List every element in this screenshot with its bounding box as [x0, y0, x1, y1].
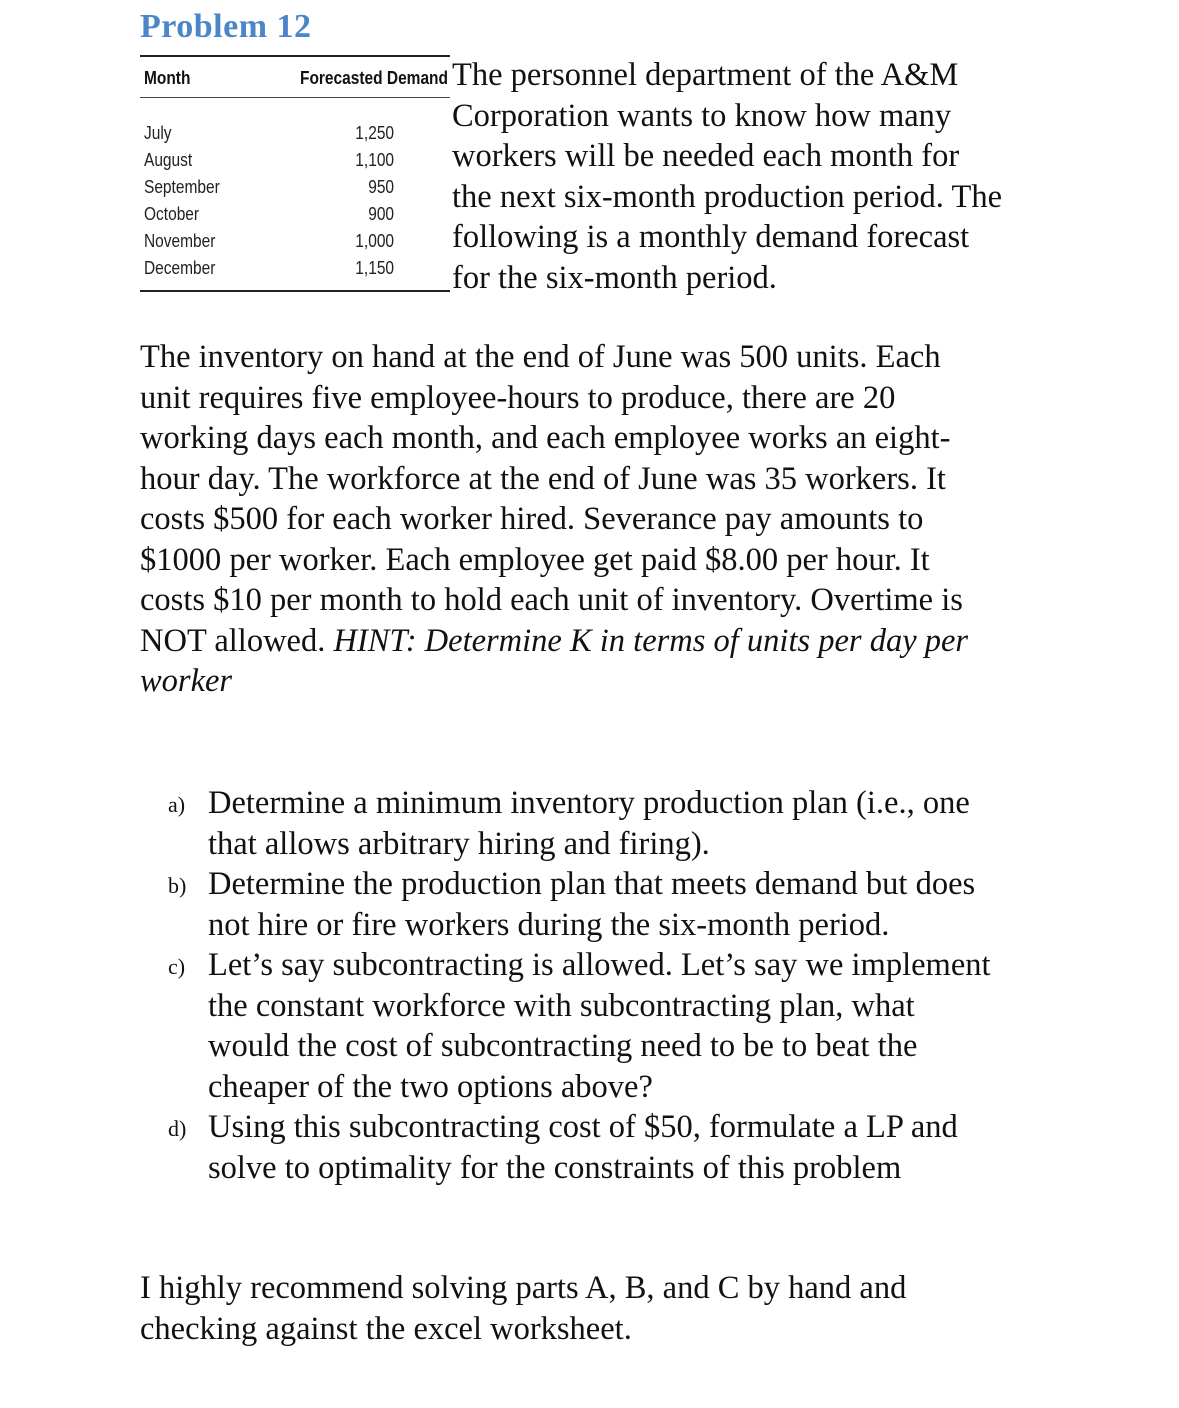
body-line: costs $500 for each worker hired. Severance pay amounts to [140, 501, 924, 537]
month-cell: July [144, 123, 172, 143]
question-label: d) [168, 1116, 187, 1141]
question-item [168, 864, 1048, 945]
table-row [140, 258, 450, 285]
body-line: The inventory on hand at the end of June was 500 units. Each [140, 339, 941, 375]
question-list [168, 783, 1048, 1188]
question-item [168, 1107, 1048, 1188]
table-top-rule [140, 55, 450, 57]
question-line: Determine a minimum inventory production plan (i.e., one [208, 785, 970, 821]
demand-cell: 1,100 [355, 150, 394, 170]
demand-cell: 1,150 [355, 258, 394, 278]
question-item [168, 945, 1048, 1107]
body-line: costs $10 per month to hold each unit of inventory. Overtime is [140, 582, 963, 618]
body-line: working days each month, and each employee works an eight- [140, 420, 951, 456]
body-line: unit requires five employee-hours to produce, there are 20 [140, 379, 896, 416]
question-label: c) [168, 954, 186, 979]
intro-line: workers will be needed each month for [452, 138, 960, 174]
hint-text: HINT: Determine K in terms of units per day per [333, 622, 969, 659]
question-line: not hire or fire workers during the six-month period. [208, 906, 890, 943]
body-line: hour day. The workforce at the end of June was 35 workers. It [140, 460, 946, 497]
demand-cell: 950 [368, 177, 394, 197]
demand-cell: 1,250 [355, 123, 394, 143]
question-line: Determine the production plan that meets demand but does [208, 866, 976, 902]
table-row [140, 177, 450, 204]
question-line: cheaper of the two options above? [208, 1068, 653, 1105]
hint-text: worker [140, 663, 233, 699]
month-cell: December [144, 258, 216, 278]
table-bottom-rule [140, 290, 450, 292]
intro-line: the next six-month production period. The [452, 178, 1002, 215]
body-line: $1000 per worker. Each employee get paid $8.00 per hour. It [140, 541, 930, 578]
intro-line: Corporation wants to know how many [452, 97, 952, 134]
month-cell: November [144, 231, 216, 251]
table-row [140, 123, 450, 150]
table-row [140, 204, 450, 231]
question-label: b) [168, 873, 187, 898]
closing-line: I highly recommend solving parts A, B, and C by hand and [140, 1270, 907, 1306]
table-row [140, 231, 450, 258]
table-row [140, 150, 450, 177]
intro-line: following is a monthly demand forecast [452, 219, 970, 255]
month-column-header: Month [144, 68, 191, 88]
body-line: NOT allowed. [140, 622, 334, 659]
closing-line: checking against the excel worksheet. [140, 1310, 632, 1347]
question-line: Let’s say subcontracting is allowed. Let’s say we implement [208, 947, 991, 983]
question-label: a) [168, 792, 186, 817]
intro-line: The personnel department of the A&M [452, 57, 959, 93]
question-line: Using this subcontracting cost of $50, formulate a LP and [208, 1109, 958, 1145]
question-line: that allows arbitrary hiring and firing). [208, 825, 710, 862]
problem-statement [140, 337, 1040, 702]
intro-line: for the six-month period. [452, 259, 777, 296]
question-line: solve to optimality for the constraints of this problem [208, 1149, 902, 1186]
month-cell: September [144, 177, 220, 197]
demand-cell: 900 [368, 204, 394, 224]
demand-cell: 1,000 [355, 231, 394, 251]
page-title: Problem 12 [140, 8, 312, 45]
table-body [140, 123, 450, 285]
month-cell: October [144, 204, 200, 224]
demand-column-header: Forecasted Demand [300, 68, 448, 88]
intro-paragraph [452, 55, 1052, 298]
month-cell: August [144, 150, 193, 170]
question-line: the constant workforce with subcontracting plan, what [208, 987, 915, 1024]
question-item [168, 783, 1048, 864]
table-header-rule [140, 97, 450, 98]
closing-note [140, 1268, 1040, 1349]
question-line: would the cost of subcontracting need to be to beat the [208, 1028, 918, 1064]
